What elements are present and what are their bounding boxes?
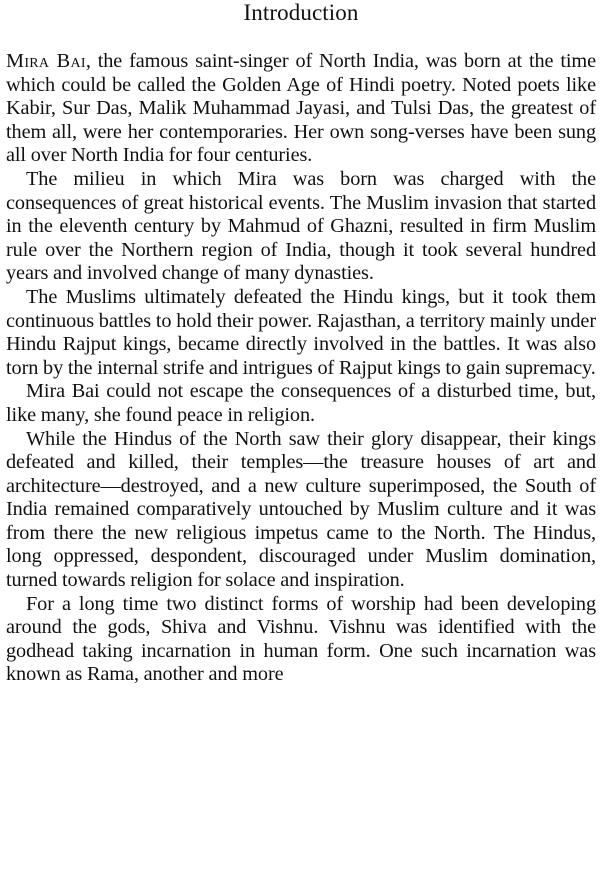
paragraph-6: For a long time two distinct forms of worship had been developing around the gods, Shiva and Vishnu. Vishnu was identified with the godhead taking incarnation in human form. One such incarnation was known as Rama, another and more bbox=[6, 592, 596, 686]
paragraph-4: Mira Bai could not escape the consequences of a disturbed time, but, like many, she found peace in religion. bbox=[6, 380, 596, 426]
paragraph-3: The Muslims ultimately defeated the Hindu kings, but it took them continuous battles to hold their power. Rajasthan, a territory mainly under Hindu Rajput kings, became directly involved in the battles. It was also torn by the internal strife and intrigues of Rajput kings to gain supremacy. bbox=[6, 285, 596, 379]
chapter-heading: Introduction bbox=[243, 0, 359, 25]
paragraph-5: While the Hindus of the North saw their glory disappear, their kings defeated and killed, their temples—the treasure houses of art and architecture—destroyed, and a new culture superimposed, the South of India remained comparatively untouched by Muslim culture and it was from there the new religious impetus came to the North. The Hindus, long oppressed, despondent, discouraged under Muslim domination, turned towards religion for solace and inspiration. bbox=[6, 427, 596, 592]
lead-in-small-caps: Mira Bai bbox=[6, 50, 86, 72]
paragraph-1-text: , the famous saint-singer of North India, was born at the time which could be called the Golden Age of Hindi poetry. Noted poets like Kabir, Sur Das, Malik Muhammad Jayasi, and Tulsi Das, the greatest of them all, were her contemporaries. Her own song-verses have been sung all over North India for four centuries. bbox=[6, 50, 596, 167]
paragraph-2: The milieu in which Mira was born was charged with the consequences of great historical events. The Muslim invasion that started in the eleventh century by Mahmud of Ghazni, resulted in firm Muslim rule over the Northern region of India, though it took several hundred years and involved change of many dynasties. bbox=[6, 167, 596, 285]
paragraph-1 bbox=[6, 50, 596, 168]
